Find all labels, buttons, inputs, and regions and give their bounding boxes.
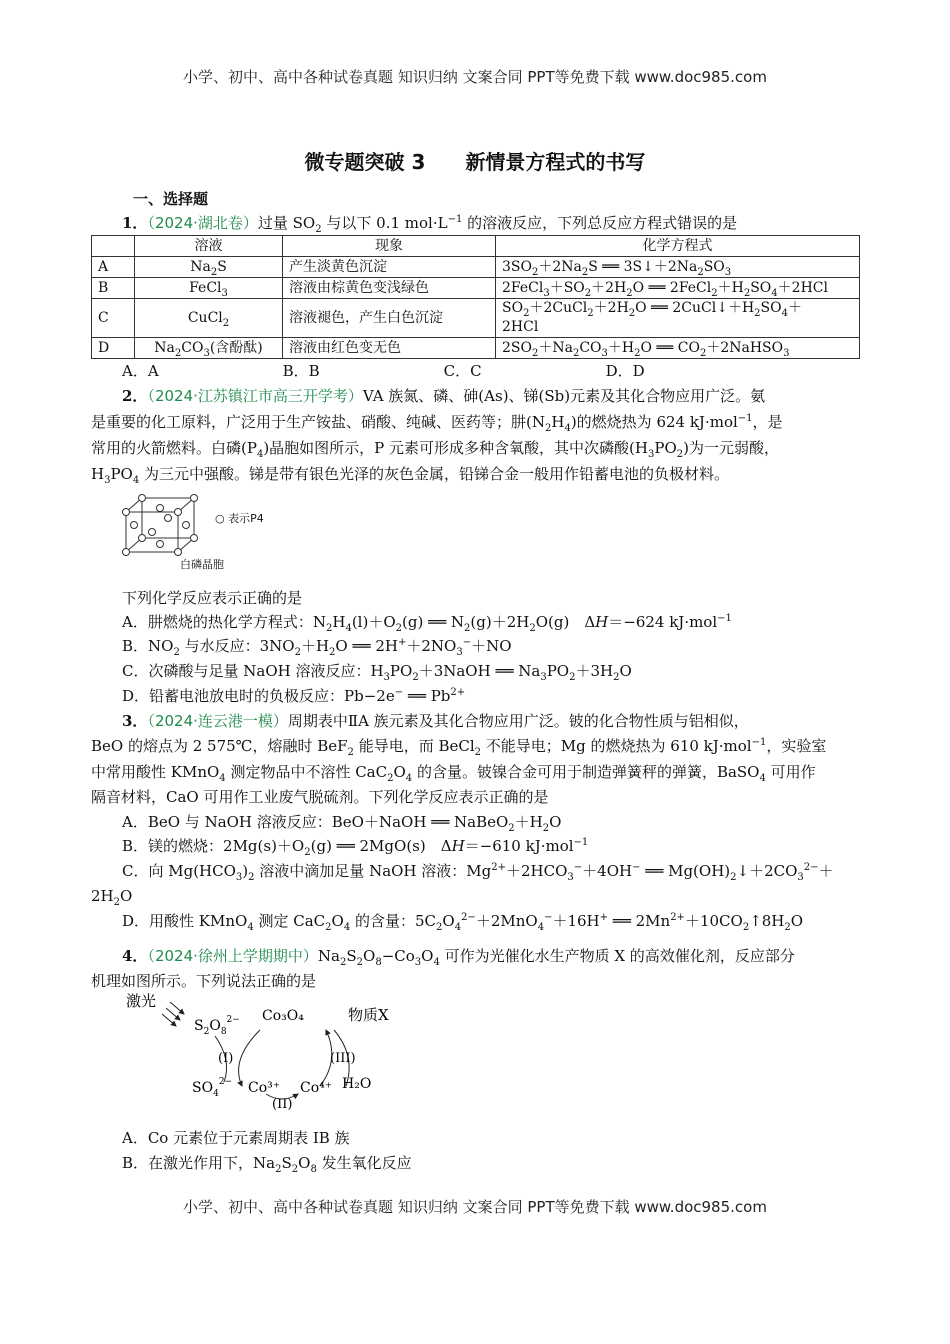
q4-option-b: B．在激光作用下，$Na_2S_2O_8$ 发生氧化反应 [122,1154,412,1175]
q3-option-c: C．向 $Mg(HCO_3)_2$ 溶液中滴加足量 NaOH 溶液：$Mg^{2+}+2HCO_3^-+4OH^-$ ══ $Mg(OH)_2↓+2CO_3^{2-}+$ [122,862,834,883]
q2-stem-line4: $H_3PO_4$ 为三元中强酸。锑是带有银色光泽的灰色金属，铅锑合金一般用作铅蓄电池的负极材料。 [91,465,730,486]
q2-option-d: D．铅蓄电池放电时的负极反应：Pb−2e− ══ $Pb^{2+}$ [122,687,466,705]
table-header: 现象 [283,236,496,257]
s2o8-label: $S_2O_8^{2-}$ [194,1015,240,1037]
table-row: C CuCl$_2$ 溶液褪色，产生白色沉淀 $SO_2+2CuCl_2+2H_2O$ ══ $2CuCl↓+H_2SO_4+$ 2HCl [92,299,860,338]
mechanism-diagram [120,990,400,1110]
q4-stem-line2: 机理如图所示。下列说法正确的是 [91,972,317,990]
q3-number: 3． [122,712,148,730]
table-row: A $Na_2S$ 产生淡黄色沉淀 $3SO_2+2Na_2S$ ══ $3S↓+2Na_2SO_3$ [92,257,860,278]
page-header: 小学、初中、高中各种试卷真题 知识归纳 文案合同 PPT等免费下载 www.doc985.com [183,68,767,86]
table-row: D $Na_2CO_3$(含酚酞) 溶液由红色变无色 $2SO_2+Na_2CO_3+H_2O$ ══ $CO_2+2NaHSO_3$ [92,338,860,359]
q2-stem-line2: 是重要的化工原料，广泛用于生产铵盐、硝酸、纯碱、医药等；肼$(N_2H_4)$的燃烧热为 624 kJ·mol$^{-1}$，是 [91,413,783,434]
section-heading: 一、选择题 [133,190,209,208]
q3-option-d: D．用酸性 KMnO$_4$ 测定 $CaC_2O_4$ 的含量：$5C_2O_4^{2-}+2MnO_4^-+16H^+$ ══ $2Mn^{2+}+10CO_2↑8H_2O$ [122,912,804,933]
laser-label: 激光 [126,992,157,1010]
q3-option-a: A．BeO 与 NaOH 溶液反应：BeO＋NaOH ══ $NaBeO_2+H_2O$ [122,813,562,834]
q1-number: 1． [122,214,148,232]
table-header: 化学方程式 [496,236,860,257]
co4-label: Co⁴⁺ [300,1080,333,1096]
co3o4-label: Co₃O₄ [262,1008,304,1024]
q4-option-a: A．Co 元素位于元素周期表 IB 族 [122,1129,350,1147]
q2-stem-line1: 2．（2024·江苏镇江市高三开学考）VA 族氮、磷、砷(As)、锑(Sb)元素及其化合物应用广泛。氨 [122,387,766,405]
q4-stem-line1: 4．（2024·徐州上学期期中）$Na_2S_2O_8-Co_3O_4$ 可作为光催化水生产物质 X 的高效催化剂，反应部分 [122,947,795,968]
figure-caption: 白磷晶胞 [180,558,224,571]
q3-stem-line1: 3．（2024·连云港一模）周期表中ⅡA 族元素及其化合物应用广泛。铍的化合物性质与铝相似， [122,712,749,730]
title-main: 新情景方程式的书写 [465,150,646,174]
q2-option-b: B．$NO_2$ 与水反应：$3NO_2+H_2O$ ══ $2H^++2NO_3^-+NO$ [122,637,512,658]
page-footer: 小学、初中、高中各种试卷真题 知识归纳 文案合同 PPT等免费下载 www.doc985.com [183,1198,767,1216]
so4-label: $SO_4^{2-}$ [192,1077,233,1099]
white-phosphorus-cell-figure [118,492,208,562]
table-header [92,236,135,257]
title-prefix: 微专题突破 3 [304,150,426,174]
q1-options: A．A B．B C．C D．D [122,362,645,380]
co3-label: Co³⁺ [248,1080,281,1096]
q3-source: （2024·连云港一模） [147,712,288,730]
q2-number: 2． [122,387,148,405]
figure-legend: ○ 表示P4 [215,512,264,525]
step-1-label: (I) [218,1051,234,1066]
q3-stem-line2: BeO 的熔点为 2 575℃，熔融时 BeF$_2$ 能导电，而 BeCl$_2$ 不能导电；Mg 的燃烧热为 610 kJ·mol$^{-1}$，实验室 [91,737,827,758]
q3-option-b: B．镁的燃烧：$2Mg(s)+O_2(g)$ ══ 2MgO(s) ΔH＝−610 kJ·mol$^{-1}$ [122,837,589,858]
q1-table [91,235,860,359]
q4-source: （2024·徐州上学期期中） [147,947,318,965]
q2-stem-line3: 常用的火箭燃料。白磷$(P_4)$晶胞如图所示，P 元素可形成多种含氧酸，其中次磷酸$(H_3PO_2)$为一元弱酸， [91,439,779,460]
q1-source: （2024·湖北卷） [147,214,258,232]
page-title [0,146,950,175]
step-2-label: (II) [272,1097,293,1110]
table-header-row [92,236,860,257]
q4-number: 4． [122,947,148,965]
q3-stem-line3: 中常用酸性 KMnO$_4$ 测定物品中不溶性 $CaC_2O_4$ 的含量。铍镍合金可用于制造弹簧秤的弹簧，BaSO$_4$ 可用作 [91,763,816,784]
q3-option-c-cont: $2H_2O$ [91,887,133,908]
q2-source: （2024·江苏镇江市高三开学考） [147,387,363,405]
product-label: 物质X [348,1006,389,1024]
q2-option-a: A．肼燃烧的热化学方程式：$N_2H_4(l)+O_2(g)$ ══ $N_2(g)+2H_2O(g)$ ΔH＝−624 kJ·mol$^{-1}$ [122,613,732,634]
q2-option-c: C．次磷酸与足量 NaOH 溶液反应：$H_3PO_2+3NaOH$ ══ $Na_3PO_2+3H_2O$ [122,662,632,683]
table-header: 溶液 [135,236,283,257]
step-3-label: (III) [330,1051,356,1066]
q1-stem: 1．（2024·湖北卷）过量 $SO_2$ 与以下 0.1 $mol\cdot L^{-1}$ 的溶液反应，下列总反应方程式错误的是 [122,214,738,235]
q2-ask: 下列化学反应表示正确的是 [122,589,303,607]
q3-stem-line4: 隔音材料，CaO 可用作工业废气脱硫剂。下列化学反应表示正确的是 [91,788,549,806]
water-label: H₂O [342,1076,372,1092]
table-row: B FeCl$_3$ 溶液由棕黄色变浅绿色 $2FeCl_3+SO_2+2H_2O$ ══ $2FeCl_2+H_2SO_4+2HCl$ [92,278,860,299]
